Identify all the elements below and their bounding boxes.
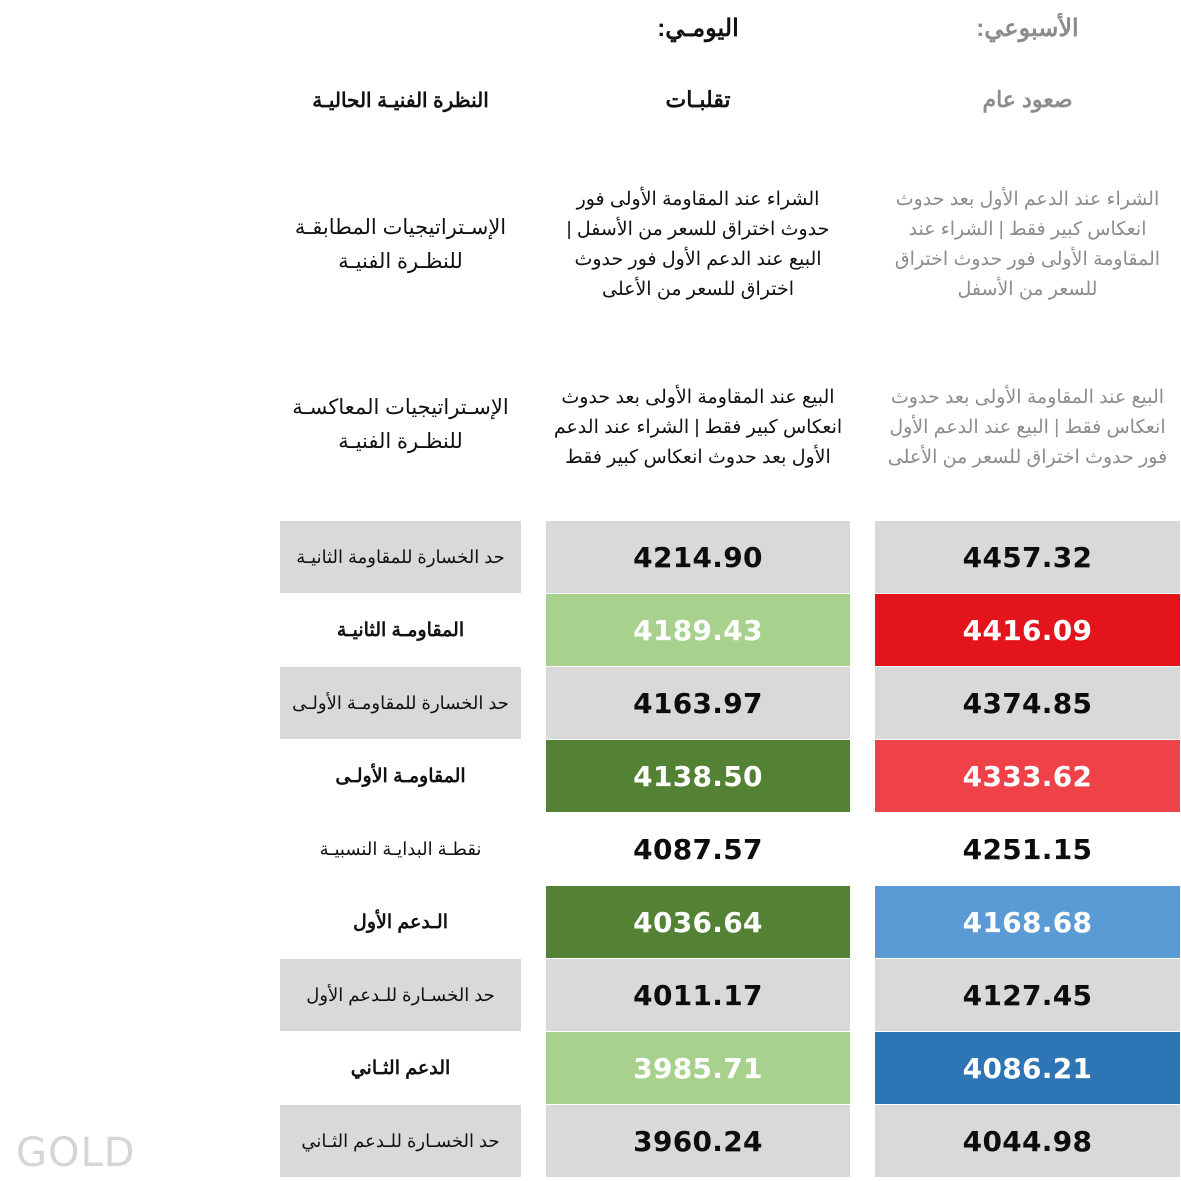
- watermark: GOLD: [16, 1130, 136, 1176]
- level-label: حد الخسـارة للـدعم الأول: [280, 959, 521, 1031]
- level-label: حد الخسارة للمقاومـة الأولـى: [280, 667, 521, 739]
- daily-level-value: 4163.97: [546, 667, 850, 739]
- daily-level-value: 3985.71: [546, 1032, 850, 1104]
- weekly-level-value: 4086.21: [875, 1032, 1180, 1104]
- daily-period-label: اليومـي:: [657, 14, 739, 42]
- daily-level-value: 4036.64: [546, 886, 850, 958]
- daily-level-value: 4011.17: [546, 959, 850, 1031]
- weekly-level-value: 4044.98: [875, 1105, 1180, 1177]
- weekly-opposing-strategy: البيع عند المقاومة الأولى بعد حدوث انعكاس فقط | البيع عند الدعم الأول فور حدوث اختراق للسعر من الأعلى: [887, 386, 1168, 468]
- current-view-label: النظرة الفنيـة الحاليـة: [312, 89, 489, 112]
- daily-matching-strategy: الشراء عند المقاومة الأولى فور حدوث اختراق للسعر من الأسفل | البيع عند الدعم الأول فور حدوث اختراق للسعر من الأعلى: [566, 189, 830, 300]
- weekly-period-label: الأسبوعي:: [976, 14, 1079, 42]
- daily-opposing-strategy: البيع عند المقاومة الأولى بعد حدوث انعكاس كبير فقط | الشراء عند الدعم الأول بعد حدوث انعكاس كبير فقط: [553, 386, 843, 468]
- weekly-level-value: 4333.62: [875, 740, 1180, 812]
- matching-strategies-label: الإسـتراتيجيات المطابقـة للنظـرة الفنيـة: [294, 216, 507, 273]
- level-label: حد الخسـارة للـدعم الثـاني: [280, 1105, 521, 1177]
- daily-level-value: 3960.24: [546, 1105, 850, 1177]
- opposing-strategies-label: الإسـتراتيجيات المعاكسـة للنظـرة الفنيـة: [292, 396, 509, 453]
- weekly-level-value: 4457.32: [875, 521, 1180, 593]
- daily-trend: تقلبـات: [665, 87, 731, 112]
- weekly-matching-strategy: الشراء عند الدعم الأول بعد حدوث انعكاس كبير فقط | الشراء عند المقاومة الأولى فور حدوث اختراق للسعر من الأسفل: [894, 189, 1161, 300]
- weekly-level-value: 4127.45: [875, 959, 1180, 1031]
- level-label: المقاومـة الأولـى: [280, 740, 521, 812]
- weekly-trend: صعود عام: [982, 87, 1073, 112]
- level-label: حد الخسارة للمقاومة الثانيـة: [280, 521, 521, 593]
- level-label: الدعم الثـاني: [280, 1032, 521, 1104]
- level-label: الـدعم الأول: [280, 886, 521, 958]
- daily-level-value: 4214.90: [546, 521, 850, 593]
- weekly-level-value: 4416.09: [875, 594, 1180, 666]
- weekly-level-value: 4168.68: [875, 886, 1180, 958]
- level-label: المقاومـة الثانيـة: [280, 594, 521, 666]
- daily-level-value: 4138.50: [546, 740, 850, 812]
- daily-level-value: 4087.57: [546, 813, 850, 885]
- level-label: نقطـة البدايـة النسبيـة: [280, 813, 521, 885]
- daily-level-value: 4189.43: [546, 594, 850, 666]
- weekly-level-value: 4374.85: [875, 667, 1180, 739]
- weekly-level-value: 4251.15: [875, 813, 1180, 885]
